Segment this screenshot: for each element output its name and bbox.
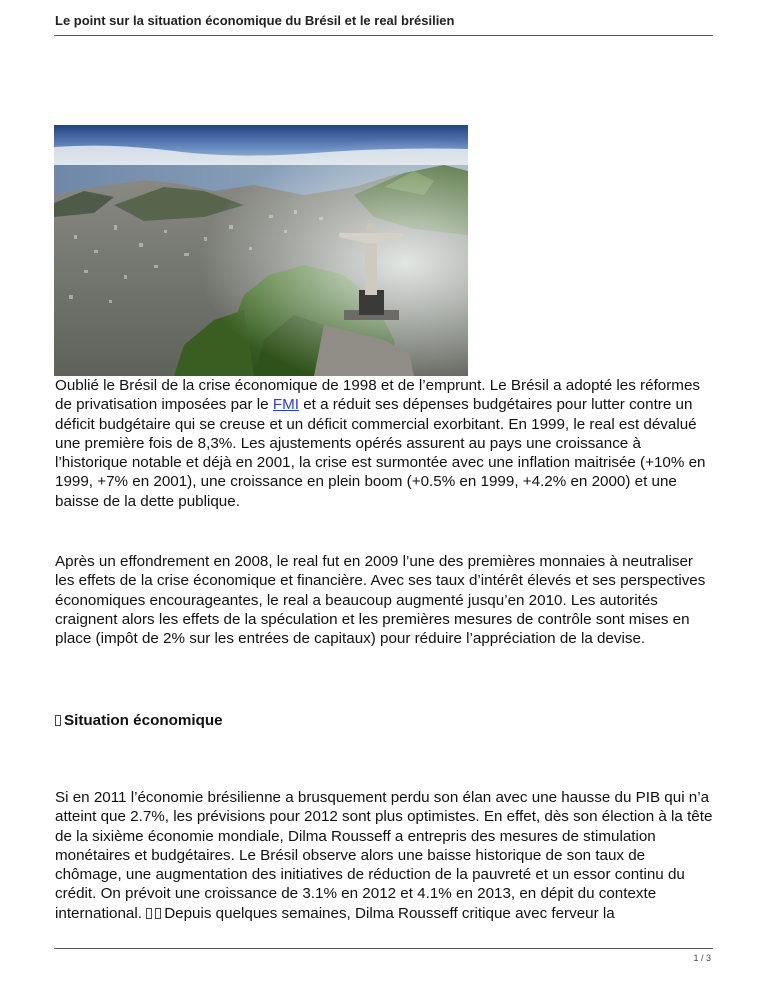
paragraph-3-text-b: Depuis quelques semaines, Dilma Rousseff critique avec ferveur la xyxy=(164,904,615,922)
header-divider xyxy=(54,35,713,36)
article-photo xyxy=(54,125,468,376)
missing-glyph-icon xyxy=(146,908,152,919)
fmi-link[interactable]: FMI xyxy=(272,396,299,414)
missing-glyph-icon xyxy=(155,908,161,919)
section-heading-text: Situation économique xyxy=(64,712,223,729)
section-heading xyxy=(55,712,223,729)
paragraph-3-text-a: Si en 2011 l’économie brésilienne a brusquement perdu son élan avec une hausse du PIB qui n’a atteint que 2.7%, les prévisions pour 2012 sont plus optimistes. En effet, dès son élection à la tête de la sixième économie mondiale, Dilma Rousseff a entrepris des mesures de stimulation monétaires et budgétaires. Le Brésil observe alors une baisse historique de son taux de chômage, une augmentation des initiatives de réduction de la pauvreté et un essor continu du crédit. On prévoit une croissance de 3.1% en 2012 et 4.1% en 2013, en dépit du contexte international. xyxy=(55,789,713,922)
paragraph-2: Après un effondrement en 2008, le real fut en 2009 l’une des premières monnaies à neutraliser les effets de la crise économique et financière. Avec ses taux d’intérêt élevés et ses perspectives économiques encourageantes, le real a beaucoup augmenté jusqu’en 2010. Les autorités craignent alors les effets de la spéculation et les premières mesures de contrôle sont mises en place (impôt de 2% sur les entrées de capitaux) pour réduire l’appréciation de la devise. xyxy=(55,553,706,648)
paragraph-1 xyxy=(55,376,715,511)
paragraph-1-text-a: Oublié le Brésil de la crise économique de 1998 et de l’emprunt. Le Brésil a adopté les réformes de privatisation imposées par le xyxy=(55,377,700,414)
paragraph-1-text-b: et a réduit ses dépenses budgétaires pour lutter contre un déficit budgétaire qui se creuse et un déficit commercial exorbitant. En 1999, le real est dévalué une première fois de 8,3%. Les ajustements opérés assurent au pays une croissance à l’historique notable et déjà en 2001, la crise est surmontée avec une inflation maitrisée (+10% en 1999, +7% en 2001), une croissance en plein boom (+0.5% en 1999, +4.2% en 2000) et une baisse de la dette publique. xyxy=(55,396,706,510)
footer-divider xyxy=(54,948,713,949)
page-number: 1 / 3 xyxy=(693,953,711,963)
missing-glyph-icon xyxy=(55,715,61,726)
paragraph-3 xyxy=(55,788,715,923)
page-title: Le point sur la situation économique du Brésil et le real brésilien xyxy=(55,13,455,28)
